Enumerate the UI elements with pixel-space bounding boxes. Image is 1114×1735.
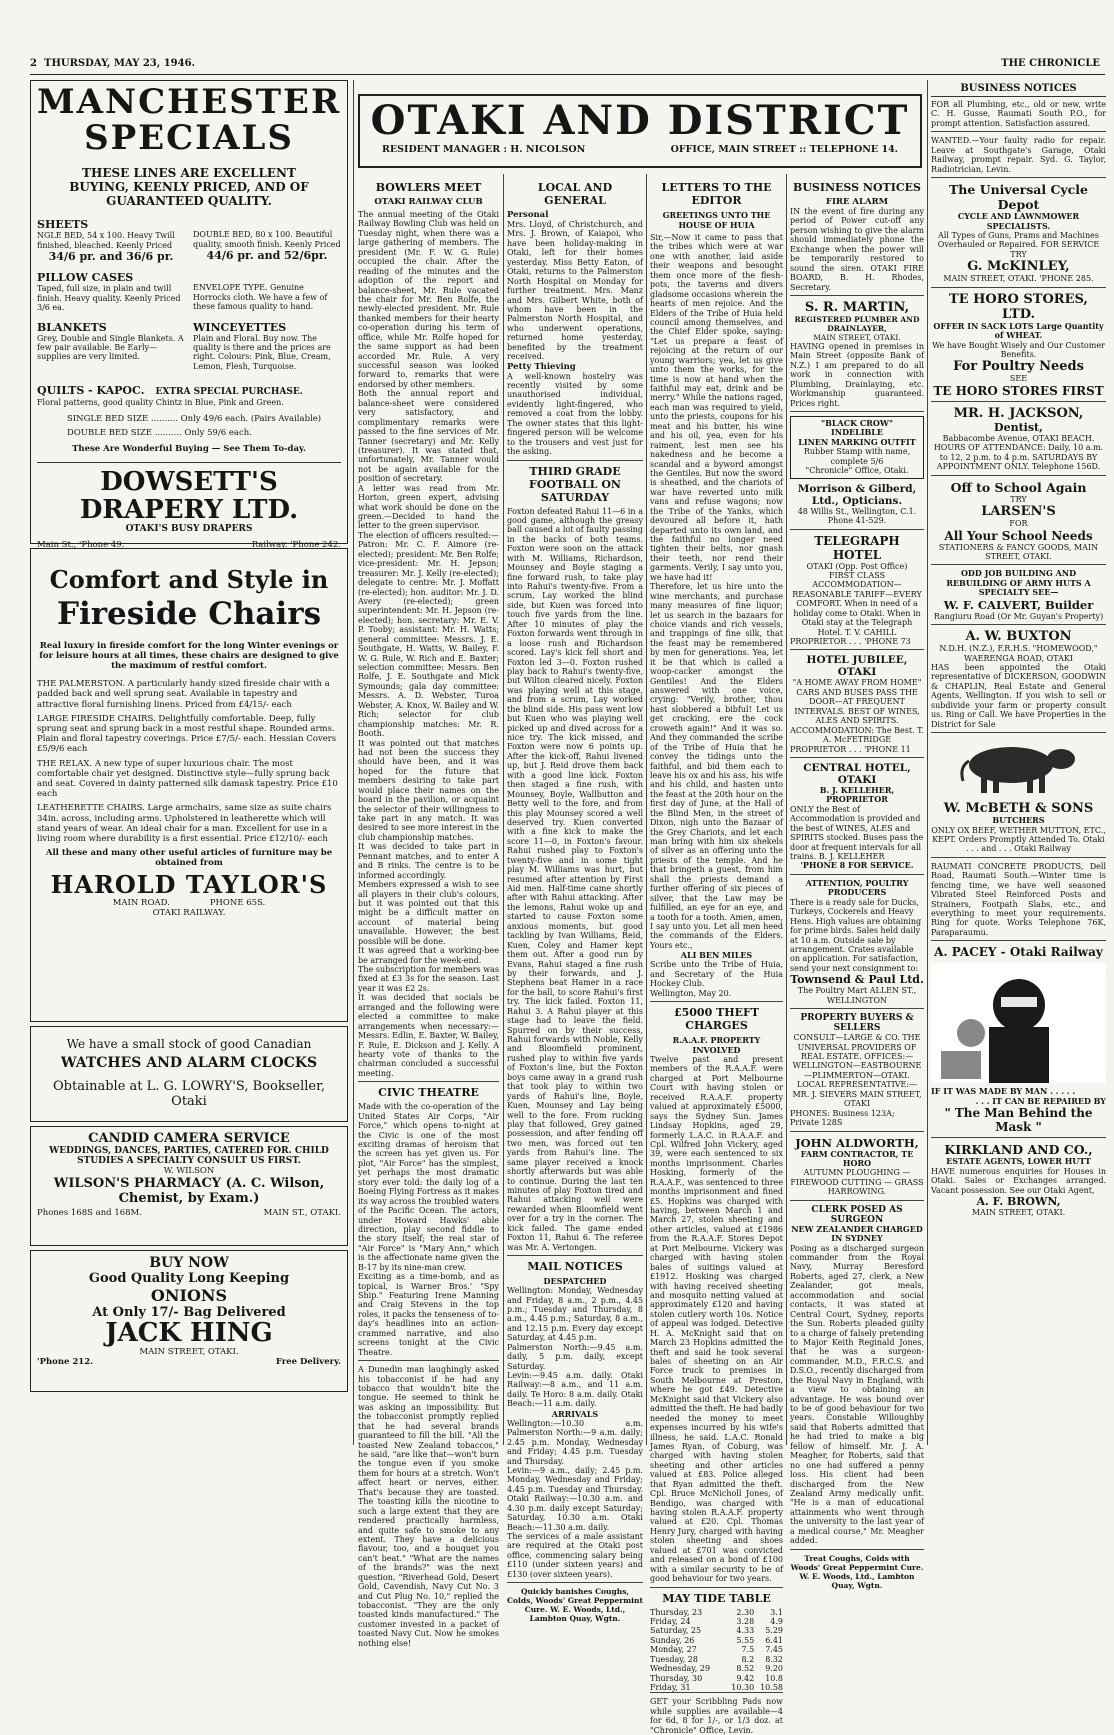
townsend-sub: The Poultry Mart ALLEN ST., WELLINGTON: [790, 986, 924, 1009]
dowsett-railway: Railway. 'Phone 242.: [251, 539, 341, 550]
page-date: THURSDAY, MAY 23, 1946.: [44, 58, 196, 69]
crow-line-1: "BLACK CROW": [820, 418, 893, 428]
tide-time: 9.42: [736, 1673, 755, 1683]
letters-heading: LETTERS TO THE EDITOR: [661, 181, 772, 207]
onions-line-3: ONIONS: [150, 1286, 228, 1305]
banner-office: OFFICE, MAIN STREET :: TELEPHONE 14.: [670, 144, 898, 155]
tide-height: 7.45: [765, 1645, 783, 1655]
telegraph-sub: OTAKI (Opp. Post Office): [806, 561, 908, 571]
kirkland-name: KIRKLAND AND CO.,: [944, 1142, 1093, 1158]
tide-row: [650, 1655, 783, 1664]
poultry-heading: ATTENTION, POULTRY PRODUCERS: [805, 877, 909, 898]
mail-levin: Levin:—9.45 a.m. daily. Otaki Railway:—8 a.m., and 11 a.m. daily. Te Horo: 8 a.m. daily. Otaki Beach:—11 a.m. daily.: [507, 1371, 643, 1409]
envelope-text: ENVELOPE TYPE. Genuine Horrocks cloth. We have a few of these famous quality to hand.: [193, 283, 328, 312]
aldworth-sub: FARM CONTRACTOR, TE HORO: [800, 1148, 914, 1168]
jubilee-prop: PROPRIETOR . . . 'PHONE 11: [790, 745, 924, 758]
morrison-address: 48 Willis St., Wellington, C.1. Phone 41-529.: [790, 507, 924, 530]
surgeon-report: Posing as a discharged surgeon commander from the Royal Navy, Murray Beresford Roberts, aged 27, clerk, a New Zealander, got meals, accommodation and social contacts, it was stated at Central Court, Sydney, reports the Sun. Roberts pleaded guilty to a charge of falsely pretending to Major Keith Reginald Jones, that he was a surgeon-commander, M.D., F.R.C.S. and D.S.O., recently discharged from the Royal Navy in England, with a view to obtaining an advantage. He was bound over to be of good behaviour for two years. Constable Willoughby said that Roberts admitted that he had tried to make a big fellow of himself. Mr. J. A. Meagher, for Roberts, said that no one had suffered a penny loss. His client had been discharged from the New Zealand Army medically unfit. "He is a man of educational attainments who went through the university to the last year of a medical course," Mr. Meagher added.: [790, 1244, 924, 1550]
taylor-location: OTAKI RAILWAY.: [152, 907, 226, 918]
builder-text: ODD JOB BUILDING AND REBUILDING OF ARMY HUTS A SPECIALTY SEE—: [946, 568, 1091, 598]
tide-row: [650, 1664, 783, 1673]
tide-height: 9.20: [765, 1664, 783, 1674]
sheets-double-price: 44/6 pr. and 52/6pr.: [206, 249, 328, 263]
mask-line-3: " The Man Behind the Mask ": [931, 1106, 1106, 1138]
bowlers-p3: A letter was read from Mr. Horton, green expert, advising what work should be done on the green.—Decided to hand the letter to the green supervisor.: [358, 483, 499, 531]
buxton-name: A. W. BUXTON: [965, 629, 1072, 645]
taylor-address: MAIN ROAD.: [112, 897, 170, 908]
fireside-also: All these and many other useful articles of furniture may be obtained from: [45, 848, 333, 869]
tide-height: 5.29: [765, 1626, 783, 1636]
larsens-for: FOR: [1009, 519, 1028, 529]
tide-row: [650, 1645, 783, 1654]
post-office-assistant: The services of a male assistant are required at the Otaki post office, commencing salary being £110 (under sixteen years) and £130 (over sixteen years).: [507, 1532, 643, 1583]
letter-signature: ALI BEN MILES: [680, 950, 753, 961]
jackson-hours: HOURS OF ATTENDANCE: Daily, 10 a.m. to 12, 2 p.m. to 4 p.m. SATURDAYS BY APPOINTMENT ONLY. Telephone 156D.: [931, 443, 1106, 475]
masked-man-illustration-icon: [931, 963, 1106, 1083]
mask-line-1: IF IT WAS MADE BY MAN . . . . .: [931, 1086, 1076, 1097]
tide-row: [650, 1674, 783, 1683]
arrivals-wellington: Wellington:—10.30 a.m. Palmerston North:—9 a.m. daily; 2.45 p.m. Monday, Wednesday and Friday; 4.45 p.m. Tuesday and Thursday.: [507, 1418, 643, 1466]
arrivals-heading: ARRIVALS: [551, 1408, 599, 1419]
fire-alarm-heading: FIRE ALARM: [825, 197, 889, 207]
fireside-intro: Real luxury in fireside comfort for the long Winter evenings or for leisure hours at all times, these chairs are designed to give the maximum of restful comfort.: [39, 640, 339, 672]
brown-name: A. F. BROWN,: [976, 1194, 1061, 1208]
ad-intro: THESE LINES ARE EXCELLENT BUYING, KEENLY PRICED, AND OF GUARANTEED QUALITY.: [69, 166, 309, 209]
tide-time: 7.5: [741, 1645, 755, 1655]
personal-text: Mrs. Lloyd, of Christchurch, and Mrs. J. Brown, of Kaiapoi, who have been holiday-making in Otaki, left for their homes yesterday. Miss Betty Eaton, of Otaki, returns to the Palmerston North Hospital on Monday for further treatment. Mrs. Manz and Mrs. Gilbert White, both of whom have been in the Palmerston North Hospital, and who underwent operations, returned home yesterday, benefited by the treatment received.: [507, 220, 643, 362]
tide-row: [650, 1636, 783, 1645]
property-text: CONSULT—LARGE & CO. THE UNIVERSAL PROVIDERS OF REAL ESTATE. OFFICES:—WELLINGTON—EASTBOURNE—PLIMMERTON—OTAKI. LOCAL REPRESENTATIVE:— MR. J. SIEVERS MAIN STREET, OTAKI: [792, 1033, 922, 1109]
page-number: 2: [30, 58, 37, 69]
tide-day: Thursday, 30: [650, 1673, 703, 1683]
mask-line-2: . . . IT CAN BE REPAIRED BY: [975, 1095, 1106, 1106]
tide-day: Friday, 31: [650, 1683, 691, 1692]
jackson-name: MR. H. JACKSON,: [953, 405, 1084, 421]
buxton-sub: N.D.H. (N.Z.), F.R.H.S. "HOMEWOOD," WAERENGA ROAD, OTAKI: [939, 644, 1098, 663]
football-heading: THIRD GRADE FOOTBALL ON SATURDAY: [529, 464, 621, 504]
petty-text: A well-known hostelry was recently visited by some unauthorised individual, evidently light-fingered, who removed a coat from the lobby. The owner states that this light-fingered person will be welcome to the trousers and vest just for the asking.: [507, 372, 643, 461]
martin-name: S. R. MARTIN,: [804, 299, 910, 315]
tehoro-name: TE HORO STORES, LTD.: [949, 291, 1088, 322]
taylor-phone: PHONE 65S.: [209, 897, 266, 908]
tide-time: 10.30: [731, 1683, 755, 1692]
mckinley-address: MAIN STREET, OTAKI. 'PHONE 285.: [931, 274, 1106, 287]
bowlers-p4: The election of officers resulted:—Patron: Mr. C. F. Aimore (re-elected); president: Mr. Ben Rolfe; vice-president: Mr. H. Jepson; treasurer: Mr. J. Kelly (re-elected); delegate to centre: Mr. J. Moffatt (re-elected); hon. auditor: Mr. J. D. Avery (re-elected); green superintendent: Mr. H. Jepson (re-elected); hon. secretary: Mr. E. V. P. Tooby; assistant: Mr. H. Watts; general committee: Messrs. J. E. Southgate, H. Watts, W. Bailey, F. W. G. Rule, W. Rich and E. Baxter; selection committee: Messrs. Ben Rolfe, J. E. Southgate and Mick Symounds; gala day committee: Messrs. A. D. Webster, Turoa Webster, A. Knox, W. Bailey and W. Rich; selector for club championship matches: Mr. R. Booth.: [358, 530, 499, 739]
personal-heading: Personal: [507, 210, 549, 220]
business-heading-right: BUSINESS NOTICES: [931, 83, 1106, 97]
central-phone: 'PHONE 8 FOR SERVICE.: [790, 861, 924, 874]
ad-column-left: [30, 80, 348, 1450]
jack-hing-phone: 'Phone 212.: [37, 1357, 94, 1368]
larsens-name: LARSEN'S: [981, 504, 1056, 520]
dowsett-sub: OTAKI'S BUSY DRAPERS: [125, 523, 253, 534]
camera-text: WEDDINGS, DANCES, PARTIES, CATERED FOR. CHILD STUDIES A SPECIALTY CONSULT US FIRST.: [49, 1146, 329, 1166]
black-crow-ad: [790, 416, 924, 479]
tide-day: Tuesday, 28: [650, 1654, 698, 1664]
martin-text: HAVING opened in premises in Main Street (opposite Bank of N.Z.) I am prepared to do all work in connection with Plumbing, Drainlaying, etc. Workmanship guaranteed. Prices right.: [790, 342, 924, 412]
bowlers-p9: The subscription for members was fixed at £3 3s for the season. Last year it was £2 2s.: [358, 965, 499, 993]
jack-hing-address: MAIN STREET, OTAKI.: [139, 1347, 239, 1358]
paper-name: THE CHRONICLE: [1001, 58, 1100, 69]
fireside-title-2: Fireside Chairs: [56, 596, 322, 633]
tehoro-poultry: For Poultry Needs: [953, 359, 1084, 375]
tide-height: 8.32: [765, 1654, 783, 1664]
civic-p1: Made with the co-operation of the United States Air Corps, "Air Force," which opens to-night at the Civic is one of the most exciting dramas of heroism that the screen has yet given us. For plot, "Air Force" has the simplest, yet perhaps the most dramatic story ever told: the daily log of a Boeing Flying Fortress as it makes its way across the troubled waters of the Pacific Ocean. The actors, under Howard Hawks' able direction, play second fiddle to the story itself; the real star of "Air Force" is "Mary Ann," which is the affectionate name given the B-17 by its nine-man crew.: [358, 1102, 499, 1272]
poultry-text: There is a ready sale for Ducks, Turkeys, Cockerels and Heavy Hens. High values are obtaining for prime birds. Sales held daily at 10 a.m. Outside sale by arrangement. Crates available on application. For satisfaction, send your next consignment to:: [790, 897, 922, 973]
theft-report: Twelve past and present members of the R.A.A.F. were charged at Port Melbourne Court with having stolen or received R.A.A.F. property valued at approximately £5000, says the Sydney Sun. James Lindsay Hopkins, aged 29, formerly L.A.C. in R.A.A.F. and Cpl. Wilfred John Vickery, aged 39, were each sentenced to six months imprisonment. Charles Hosking, formerly of the R.A.A.F., was sentenced to three months imprisonment and fined £5. Hopkins was charged with having, between March 1 and March 27, stolen sheeting and other articles, valued at £1986 from the R.A.A.F. Stores Depot at Port Melbourne. Vickery was charged with having stolen bales of suitings valued at £1912. Hosking was charged with having received sheeting and mosquito netting valued at approximately £120 and having stolen cutlery worth 10s. Notice of appeal was lodged. Detective H. A. McKnight said that on March 23 Hopkins admitted the theft and said he took several bales of sheeting on an Air Force truck to premises in South Melbourne at Preston, where he got £49. Detective McKnight said that Vickery also admitted the theft. He had badly needed the money to meet expenses incurred by his wife's illness, he said. L.A.C. Ronald James Ryan, of Coburg, was charged with having stolen sheeting and other articles valued at £83. Police alleged that Ryan admitted the theft. Cpl. Bruce McNicholl Jones, of Bendigo, was charged with having stolen R.A.A.F. property valued at £20. Cpl. Thomas Henry Jury, charged with having stolen sheeting and shoes valued at £701 was convicted and released on a bond of £100 with a similar security to be of good behaviour for two years.: [650, 1055, 783, 1588]
bowlers-p6: It was decided to take part in Pennant matches, and to enter A and B rinks. The centre is to be informed accordingly.: [358, 842, 499, 880]
arrivals-levin: Levin:—9 a.m., daily; 2.45 p.m. Monday, Wednesday and Friday; 4.45 p.m. Tuesday and Thursday. Otaki Railway:—10.30 a.m. and 4.30 p.m. daily except Saturday; Saturday, 10.30 a.m. Otaki Beach:—11.30 a.m. daily.: [507, 1465, 643, 1532]
civic-heading: CIVIC THEATRE: [378, 1086, 479, 1100]
dowsett-main: Main St., 'Phone 49.: [37, 539, 125, 550]
tehoro-sub: OFFER IN SACK LOTS Large Quantity of WHEAT.: [933, 320, 1104, 341]
school-heading: Off to School Again: [950, 479, 1087, 495]
tide-height: 3.1: [770, 1607, 783, 1617]
leatherette-item: LEATHERETTE CHAIRS. Large armchairs, same size as suite chairs 34in. across, including arms. Upholstered in leatherette which will stand years of wear. An ideal chair for a man. Excellent for use in a living room where durability is a first essential. Price £12/10/- each: [37, 803, 332, 844]
wonderful-buying: These Are Wonderful Buying — See Them To-day.: [72, 444, 306, 455]
news-column-local: [507, 178, 643, 1624]
camera-name: W. WILSON: [163, 1166, 215, 1176]
crow-line-3: LINEN MARKING OUTFIT: [798, 436, 916, 447]
morrison-name: Morrison & Gilberd, Ltd., Opticians.: [797, 482, 917, 507]
business-column-center: [790, 178, 924, 1590]
letters-sub: GREETINGS UNTO THE HOUSE OF HUIA: [662, 210, 771, 230]
central-text: ONLY the Best of Accommodation is provided and the best of WINES, ALES and SPIRITS stocked. Buses pass the door at frequent intervals for all trains. B. J. KELLEHER: [790, 804, 924, 861]
crow-line-2: INDELIBLE: [831, 427, 883, 438]
winceyettes-text: Plain and Floral. Buy now. The quality is there and the prices are right. Colours: Pink, Blue, Cream, Lemon, Flesh, Turquoise.: [193, 333, 331, 371]
letter-p2: Therefore, let us hire unto the wine merchants, and purchase many measures of fine liquor; let us search in the bazaars for choice viands and rich vessels, and trappings of fine silk, that the feast may be remembered by men for generations. Yea, let it be that which is called a woop-cacker amongst the Gentiles! And the Elders answered with one voice, crying: "Verily, brother, thou hast slobbered a bibful! Let us get cracking, ere the cock croweth again!" And it was so. And they commanded the scribe of the Tribe of Huia that he convey the tidings unto the faithful, and bid them each to leave his ox and his ass, his wife and his child, and hasten unto the feast at the 20th hour on the first day of June, at the Hall of the Blind Men, in the street of Dixon, nigh unto the Bazaar of the Grey Chariots, and let each man bring with him six shekels of silver as an offering unto the priests of the temple. And he that bringeth a guest, from him shall the priests demand a further offering of six pieces of silver, that the Law may be fulfilled, an eye for an eye, and a tooth for a tooth. Amen, amen, I say unto you. Let all men heed the commands of the Elders. Yours etc.,: [650, 582, 783, 950]
fireside-title: Comfort and Style in: [49, 565, 329, 594]
larsens-text: All Your School Needs: [944, 528, 1093, 543]
tehoro-see: SEE: [1009, 374, 1028, 384]
jackson-address: Babbacombe Avenue, OTAKI BEACH.: [942, 433, 1095, 443]
larsens-sub: STATIONERS & FANCY GOODS, MAIN STREET, OTAKI.: [931, 543, 1106, 566]
camera-address: MAIN ST., OTAKI.: [263, 1208, 341, 1219]
tide-day: Monday, 27: [650, 1645, 697, 1655]
tide-height: 4.9: [770, 1616, 783, 1626]
petty-heading: Petty Thieving: [507, 361, 576, 372]
camera-title: CANDID CAMERA SERVICE: [88, 1131, 290, 1146]
mail-wellington: Wellington: Monday, Wednesday and Friday, 8 a.m., 2 p.m., 4.45 p.m.; Tuesday and Thursday, 8 a.m., 4.45 p.m.; Saturday, 8 a.m., and 12.15 p.m. Every day except Saturday, at 4.45 p.m.: [507, 1286, 643, 1343]
mckinley-name: G. McKINLEY,: [967, 259, 1070, 275]
tide-day: Friday, 24: [650, 1616, 691, 1626]
tide-row: [650, 1608, 783, 1617]
school-try: TRY: [1010, 494, 1027, 504]
sheets-single-price: 34/6 pr. and 36/6 pr.: [48, 250, 174, 264]
bowlers-heading: BOWLERS MEET: [375, 181, 482, 194]
quilts-heading: QUILTS - KAPOC.: [37, 384, 145, 398]
calvert-address: Rangiuru Road (Or Mr. Guyan's Property): [931, 612, 1106, 625]
woods-cure-ad: Quickly banishes Coughs, Colds, Woods' Great Peppermint Cure. W. E. Woods, Ltd., Lambton Quay, Wgtn.: [507, 1587, 643, 1624]
tide-heading: MAY TIDE TABLE: [662, 1591, 771, 1605]
civic-p2: Exciting as a time-bomb, and as topical, is Warner Bros.' "Spy Ship." Featuring Irene Manning and Craig Stevens in the top roles, it packs the tenseness of to-day's headlines into an action-crammed narrative, and also screens tonight at the Civic Theatre.: [358, 1272, 499, 1361]
aldworth-text: AUTUMN PLOUGHING — FIREWOOD CUTTING — GRASS HARROWING.: [790, 1168, 924, 1200]
mcbeth-text: ONLY OX BEEF, WETHER MUTTON, ETC., KEPT. Orders Promptly Attended To. Otaki . . . and . . . Otaki Railway: [931, 826, 1106, 858]
quilts-text: Floral patterns, good quality Chintz in Blue, Pink and Green.: [37, 398, 284, 408]
mcbeth-name: W. McBETH & SONS: [943, 801, 1094, 817]
letter-p1: Sir,—Now it came to pass that the tribes which were at war one with another, laid aside their weapons and besought them once more of the flesh-pots, the taverns and divers gladsome occasions wherein the hearts of men rejoice. And the Elders of the Tribe of Huia held council among themselves, and the Chief Elder spoke, saying: "Let us prepare a feast of rejoicing at the return of our young warriors; yea, let us give unto them the works, for the time is now at hand when the faithful may eat, drink and be merry." While the nations raged, each man was required to yield, unto the priests, coupons for his meat and his butter, his wine and his oil, yea, even for his raiment, lest men see his nakedness and he become a scandal and a byword amongst the Gentiles. But now the sword is sheathed, and the chariots of war have reverted unto milk vans and refuse wagons; now the Tribe of the Yanks, which devoured all before it, hath departed unto its own land, and the faithful no longer need tighten their belts, nor gnash their teeth, nor rend their garments. Verily, I say unto you, we have had it!: [650, 233, 783, 582]
bowlers-p10: It was decided that socials be arranged and the following were elected a committee to make arrangements when necessary:—Messrs. Edlin, E. Baxter, W. Bailey, F. Rule, E. Dickson and J. Kelly. A hearty vote of thanks to the chairman concluded a successful meeting.: [358, 993, 499, 1082]
tide-time: 8.52: [736, 1664, 755, 1674]
kirkland-text: HAVE numerous enquiries for Houses in Otaki. Sales or Exchanges arranged. Vacant possession. See our Otaki Agent,: [931, 1166, 1106, 1195]
bowlers-p1: The annual meeting of the Otaki Railway Bowling Club was held on Tuesday night, when there was a large gathering of members. The president (Mr. F. W. G. Rule) occupied the chair. After the reading of the minutes and the adoption of the report and balance-sheet, Mr. Rule vacated the chair for Mr. Ben Rolfe, the newly-elected president. Mr. Rule thanked members for their hearty co-operation during his term of office, while Mr. Rolfe hoped for the same support as had been accorded Mr. Rule. A very successful season was looked forward to, remarks that were endorsed by other members.: [358, 210, 499, 389]
tehoro-first: TE HORO STORES FIRST: [931, 384, 1106, 402]
mcbeth-sub: BUTCHERS: [992, 815, 1045, 826]
sheets-double: DOUBLE BED, 80 x 100. Beautiful quality, smooth finish. Keenly Priced: [193, 230, 341, 249]
jubilee-text: "A HOME AWAY FROM HOME" CARS AND BUSES PASS THE DOOR—AT FREQUENT INTERVALS. BEST OF WINES, ALES AND SPIRITS. ACCOMMODATION: The Best. T. A. McFETRIDGE: [790, 678, 924, 745]
telegraph-prop: PROPRIETOR . . . 'PHONE 73: [790, 637, 924, 650]
business-column-right: [931, 80, 1106, 1446]
telegraph-hotel: TELEGRAPH HOTEL: [814, 533, 900, 562]
central-hotel: CENTRAL HOTEL, OTAKI: [803, 761, 911, 786]
sheets-single: NGLE BED, 54 x 100. Heavy Twill finished, bleached. Keenly Priced: [37, 231, 175, 250]
buxton-text: HAS been appointed the Otaki representative of DICKERSON, GOODWIN & CHAPLIN, Real Estate and General Agents, Wellington. If you wish to sell or subdivide your farm or property consult us. Ring or Call. We have Properties in the District for Sale: [931, 663, 1106, 733]
property-heading: PROPERTY BUYERS & SELLERS: [800, 1013, 914, 1034]
wilson-pharmacy: WILSON'S PHARMACY (A. C. Wilson, Chemist, by Exam.): [53, 1176, 325, 1207]
tide-row: [650, 1617, 783, 1626]
ox-illustration-icon: [931, 737, 1106, 797]
manchester-specials-ad: [30, 80, 348, 550]
raumati-notice: RAUMATI CONCRETE PRODUCTS, Dell Road, Raumati South.—Winter time is fencing time, we have well seasoned Vibrated Steel Reinforced Posts and Strainers, Footpath Slabs, etc., and everything to meet your requirements. Ring for quote. Works Telephone 76K, Paraparaumu.: [931, 862, 1106, 942]
palmerston-item: THE PALMERSTON. A particularly handy sized fireside chair with a padded back and well sprung seat. Available in tapestry and attractive floral furnishing linens. Priced from £4/15/- each: [37, 679, 330, 710]
winceyettes-heading: WINCEYETTES: [193, 320, 287, 334]
cycle-text: All Types of Guns, Prams and Machines Overhauled or Repaired. FOR SERVICE TRY: [937, 230, 1100, 259]
telegraph-text: FIRST CLASS ACCOMMODATION—REASONABLE TARIFF—EVERY COMFORT. When in need of a holiday come to Otaki. When in Otaki stay at the Telegraph Hotel. T. V. CAHILL: [792, 570, 922, 637]
surgeon-sub: NEW ZEALANDER CHARGED IN SYDNEY: [791, 1223, 923, 1244]
sheets-heading: SHEETS: [37, 218, 89, 232]
radio-notice: WANTED.—Your faulty radio for repair. Leave at Southgate's Garage, Otaki Railway, prompt repair. Syd. G. Taylor, Radiotrician, Levin.: [931, 136, 1106, 178]
local-heading: LOCAL AND GENERAL: [537, 181, 613, 207]
blankets-heading: BLANKETS: [37, 320, 107, 334]
camera-phones: Phones 168S and 168M.: [37, 1208, 142, 1219]
blankets-text: Grey, Double and Single Blankets. A few pair available. Be Early—supplies are very limited.: [37, 333, 184, 362]
quilts-sub: EXTRA SPECIAL PURCHASE.: [155, 387, 303, 398]
quilt-double: DOUBLE BED SIZE .......... Only 59/6 each.: [67, 427, 252, 438]
tide-time: 3.28: [736, 1616, 755, 1626]
fire-alarm-text: IN the event of fire during any period of Power cut-off any person wishing to give the alarm should immediately phone the Exchange when the power will be temporarily restored to sound the siren. OTAKI FIRE BOARD, B. H. Rhodes, Secretary.: [790, 207, 924, 296]
tide-height: 6.41: [765, 1635, 783, 1645]
cycle-sub: CYCLE AND LAWNMOWER SPECIALISTS.: [957, 211, 1080, 231]
central-sub: B. J. KELLEHER, PROPRIETOR: [819, 784, 895, 805]
bowlers-sub: OTAKI RAILWAY CLUB: [374, 197, 483, 207]
tide-height: 10.58: [760, 1683, 783, 1692]
news-column-letters: [650, 178, 783, 1735]
tide-time: 5.55: [736, 1635, 755, 1645]
townsend-name: Townsend & Paul Ltd.: [790, 973, 924, 987]
tehoro-text: We have Bought Wisely and Our Customer Benefits.: [932, 340, 1105, 359]
onions-line-1: BUY NOW: [149, 1255, 229, 1271]
cycle-depot: The Universal Cycle Depot: [949, 182, 1088, 213]
calvert-name: W. F. CALVERT, Builder: [943, 597, 1094, 612]
clocks-line-1: We have a small stock of good Canadian: [66, 1037, 312, 1051]
tide-day: Saturday, 25: [650, 1626, 702, 1636]
tide-table: [650, 1608, 783, 1694]
property-phones: PHONES: Business 123A; Private 128S: [790, 1109, 924, 1132]
relax-item: THE RELAX. A new type of super luxurious chair. The most comfortable chair yet designed. Distinctive style—fully sprung back and seat. Covered in dainty patterned silk damask tapestry. Price £10 each: [37, 758, 338, 800]
onions-ad: [30, 1250, 348, 1392]
jack-hing-name: JACK HING: [105, 1318, 273, 1348]
scribbling-pads-ad: GET your Scribbling Pads now while supplies are available—4 for 6d, 8 for 1/-, or 1/3 doz. at "Chronicle" Office, Levin.: [650, 1697, 783, 1735]
tide-time: 2.30: [736, 1607, 755, 1617]
theft-sub: R.A.A.F. PROPERTY INVOLVED: [672, 1035, 761, 1055]
tide-time: 4.33: [736, 1626, 755, 1636]
bowlers-p5: It was pointed out that matches had not been the success they should have been, and it was hoped for the future that members desiring to take part would place their names on the board in the pavilion, or acquaint the selector of their willingness to take part in any match. It was desired to see more interest in the club championship matches.: [358, 738, 499, 842]
fireside-chairs-ad: [30, 548, 348, 1022]
mail-heading: MAIL NOTICES: [527, 1260, 623, 1274]
aldworth-name: JOHN ALDWORTH,: [795, 1135, 919, 1150]
tide-day: Sunday, 26: [650, 1635, 695, 1645]
pillow-text: Taped, full size, in plain and twill finish. Heavy quality. Keenly Priced 3/6 ea.: [37, 284, 181, 313]
tide-row: [650, 1683, 783, 1693]
bowlers-p2: Both the annual report and balance-sheet were considered very satisfactory, and complimentary remarks were passed to the fine services of Mr. Tanner (secretary) and Mr. Kelly (treasurer). It was stated that, unfortunately, Mr. Tanner would not be again available for the position of secretary.: [358, 389, 499, 484]
brown-address: MAIN STREET, OTAKI.: [971, 1207, 1066, 1217]
camera-ad: [30, 1126, 348, 1246]
bowlers-p7: Members expressed a wish to see all players in their club's colours, but it was pointed out that this might be a difficult matter on account of material being unavailable. However, the best possible will be done.: [358, 880, 499, 946]
clocks-line-2: WATCHES AND ALARM CLOCKS: [60, 1055, 318, 1071]
jackson-sub: Dentist,: [994, 420, 1043, 434]
bowlers-p8: It was agreed that a working-bee be arranged for the week-end.: [358, 946, 499, 965]
page-header: [30, 58, 1100, 72]
otaki-district-banner: [358, 94, 922, 168]
tide-row: [650, 1626, 783, 1635]
clocks-ad: [30, 1026, 348, 1122]
ad-title-2: SPECIALS: [84, 117, 294, 158]
letter-place: Wellington, May 20.: [650, 989, 783, 1002]
theft-heading: £5000 THEFT CHARGES: [673, 1006, 760, 1032]
tide-day: Wednesday, 29: [650, 1664, 711, 1674]
jubilee-hotel: HOTEL JUBILEE, OTAKI: [806, 654, 908, 679]
onions-line-2: Good Quality Long Keeping: [88, 1271, 290, 1286]
clocks-line-3: Obtainable at L. G. LOWRY'S, Bookseller, Otaki: [52, 1079, 325, 1109]
tide-time: 8.2: [741, 1654, 755, 1664]
woods-ad-2: Treat Coughs, Colds with Woods' Great Peppermint Cure. W. E. Woods, Ltd., Lambton Quay, Wgtn.: [790, 1553, 924, 1590]
ad-title: MANCHESTER: [37, 82, 342, 122]
mail-palmerston: Palmerston North:—9.45 a.m. daily, 5 p.m. daily, except Saturday.: [507, 1342, 643, 1371]
tide-day: Thursday, 23: [650, 1607, 703, 1617]
crow-line-4: Rubber Stamp with name, complete 5/6: [803, 447, 911, 466]
crow-line-5: "Chronicle" Office, Otaki.: [805, 466, 909, 476]
onions-line-4: At Only 17/- Bag Delivered: [92, 1305, 286, 1320]
banner-manager: RESIDENT MANAGER : H. NICOLSON: [382, 144, 586, 155]
tobacco-story: A Dunedin man laughingly asked his tobacconist if he had any tobacco that wouldn't bite the tongue. He seemed to think he was asking an impossibility. But the tobacconist promptly replied that he had several brands guaranteed to fill the bill. "All the toasted New Zealand tobaccos," he said, "are like that—won't burn the tongue even if you smoke them for hours at a stretch. Won't affect heart or nerves, either. That's because they are toasted. The toasting kills the nicotine to such a large extent that they are rendered practically harmless, and quite safe to smoke to any extent. They have a delicious flavour, too, and a bouquet you can't beat." "What are the names of the brands?" was the next question. "Riverhead Gold, Desert Gold, Cavendish, Navy Cut No. 3 and Cut Plug No. 10," replied the tobacconist. "They are the only toasted kinds manufactured." The customer invested in a packet of toasted Navy Cut. Now he smokes nothing else!: [358, 1365, 499, 1648]
tide-height: 10.8: [765, 1673, 783, 1683]
gusse-notice: FOR all Plumbing, etc., old or new, write C. H. Gusse, Raumati South P.O., for prompt attention. Satisfaction assured.: [931, 100, 1106, 132]
surgeon-heading: CLERK POSED AS SURGEON: [811, 1204, 903, 1225]
martin-sub: REGISTERED PLUMBER AND DRAINLAYER,: [794, 314, 920, 333]
banner-title: OTAKI AND DISTRICT: [370, 97, 910, 144]
quilt-single: SINGLE BED SIZE .......... Only 49/6 each. (Pairs Available): [67, 413, 322, 424]
business-heading: BUSINESS NOTICES: [793, 181, 921, 194]
martin-address: MAIN STREET, OTAKI.: [813, 332, 901, 342]
pillow-heading: PILLOW CASES: [37, 271, 134, 285]
football-report: Foxton defeated Rahui 11—6 in a good game, although the greasy ball caused a lot of faulty passing in the backs of both teams. Foxton were soon on the attack with M. Williams, Richardson, Mounsey and Boyle staging a fine forward rush, to take play into Rahui's twenty-five. From a scrum, Lay worked the blind side, but Kuen was forced into touch five yards from the line. After 10 minutes of play the Foxton forwards went through in a loose rush and Richardson scored. Lay's kick fell short and Foxton led 3—0. Foxton rushed play back to Rahui's twenty-five, but Wilton cleared nicely. Foxton was playing well at this stage, and from a scrum, Lay worked the blind side. His pass went low but Kuen who was playing well picked up and dived across for a nice try. The kick missed, and Foxton were now 6 points up. After the kick-off, Rahui livened up, but J. Reid drove them back with a good line kick. Foxton then staged a fine rush, with Mounsey, Boyle, Wallbutton and Betty well to the fore, and from this play Mounsey scored a well deserved try. Kuen converted with a fine kick to make the score 11—0, in Foxton's favour. Rahui rushed play to Foxton's twenty-five and in some tight play M. Williams was hurt, but resumed after attention by First Aid men. Half-time came shortly after with Rahui attacking. After the lemons, Rahui woke up and started to cause Foxton some anxious moments, but good tackling by Ivan Williams, Reid, Kuen, Coley and Hamer kept them out. After a good run by Evans, Rahui staged a fine rush by their forwards, and J. Stephens beat Hamer in a race for the ball, to score Rahui's first try. The kick failed. Foxton 11, Rahui 3. A Rahui player at this stage had to leave the field. Spurred on by their success, Rahui forwards with Noble, Kelly and Bloomfield prominent, rushed play to within five yards of Foxton's line, but the Foxton boys came away in a grand rush that took play to within two yards of Rahui's line, Boyle, Kuen, Mounsey and Lay being well to the fore. From rucking play that followed, Grey gained possession, and after fending off two men, was forced out ten yards from Rahui's line. The same player received a knock shortly afterwards but was able to continue. During the last ten minutes of play Foxton tired and Rahui attacking well were rewarded when Bloomfield went over for a try in the corner. The kick failed. The game ended Foxton 11, Rahui 6. The referee was Mr. A. Vertongen.: [507, 507, 643, 1257]
letter-signature-title: Scribe unto the Tribe of Huia, and Secretary of the Huia Hockey Club.: [650, 960, 783, 989]
pacey-heading: A. PACEY - Otaki Railway: [934, 945, 1103, 960]
news-column-bowlers: [358, 178, 499, 1648]
large-fireside-item: LARGE FIRESIDE CHAIRS. Delightfully comfortable. Deep, fully sprung seat and sprung back in a most restful shape. Rounded arms. Plain and floral tapestry coverings. Price £7/5/- each. Hessian Covers £5/9/6 each: [37, 713, 337, 755]
despatched-heading: DESPATCHED: [543, 1276, 607, 1287]
dowsett-name: DOWSETT'S DRAPERY LTD.: [79, 467, 299, 525]
harold-taylor-name: HAROLD TAYLOR'S: [50, 870, 328, 900]
kirkland-sub: ESTATE AGENTS, LOWER HUTT: [946, 1156, 1091, 1167]
jack-hing-delivery: Free Delivery.: [275, 1357, 341, 1368]
